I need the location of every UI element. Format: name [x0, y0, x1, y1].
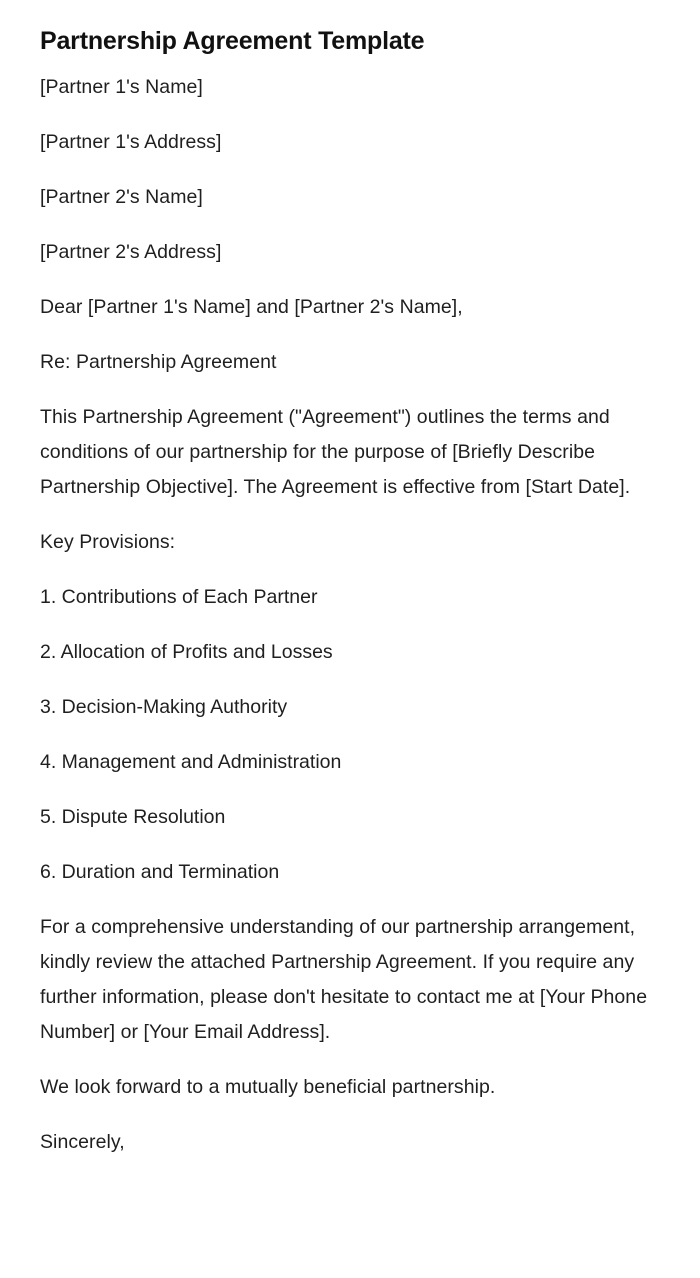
closing-line: We look forward to a mutually beneficial partnership.: [40, 1076, 496, 1098]
provision-item: 5. Dispute Resolution: [40, 806, 226, 828]
subject-line: Re: Partnership Agreement: [40, 351, 277, 373]
provision-item: 1. Contributions of Each Partner: [40, 586, 318, 608]
partner1-name: [Partner 1's Name]: [40, 76, 203, 98]
provision-item: 2. Allocation of Profits and Losses: [40, 641, 333, 663]
closing-paragraph: For a comprehensive understanding of our partnership arrangement, kindly review the attached Partnership Agreement. If you require any further information, please don't hesitate to contact me at [Your Phone Number] or [Your Email Address].: [40, 916, 648, 1043]
provision-item: 4. Management and Administration: [40, 751, 342, 773]
partner1-address: [Partner 1's Address]: [40, 131, 222, 153]
key-provisions-heading: Key Provisions:: [40, 531, 176, 553]
partner2-name: [Partner 2's Name]: [40, 186, 203, 208]
partner2-address: [Partner 2's Address]: [40, 241, 222, 263]
sign-off: Sincerely,: [40, 1131, 125, 1153]
provision-item: 6. Duration and Termination: [40, 861, 280, 883]
intro-paragraph: This Partnership Agreement ("Agreement") outlines the terms and conditions of our partnership for the purpose of [Briefly Describe Partnership Objective]. The Agreement is effective from [Start Date].: [40, 406, 631, 498]
document-title: Partnership Agreement Template: [40, 27, 425, 55]
salutation: Dear [Partner 1's Name] and [Partner 2's Name],: [40, 296, 463, 318]
provision-item: 3. Decision-Making Authority: [40, 696, 288, 718]
provisions-list: [40, 580, 660, 890]
